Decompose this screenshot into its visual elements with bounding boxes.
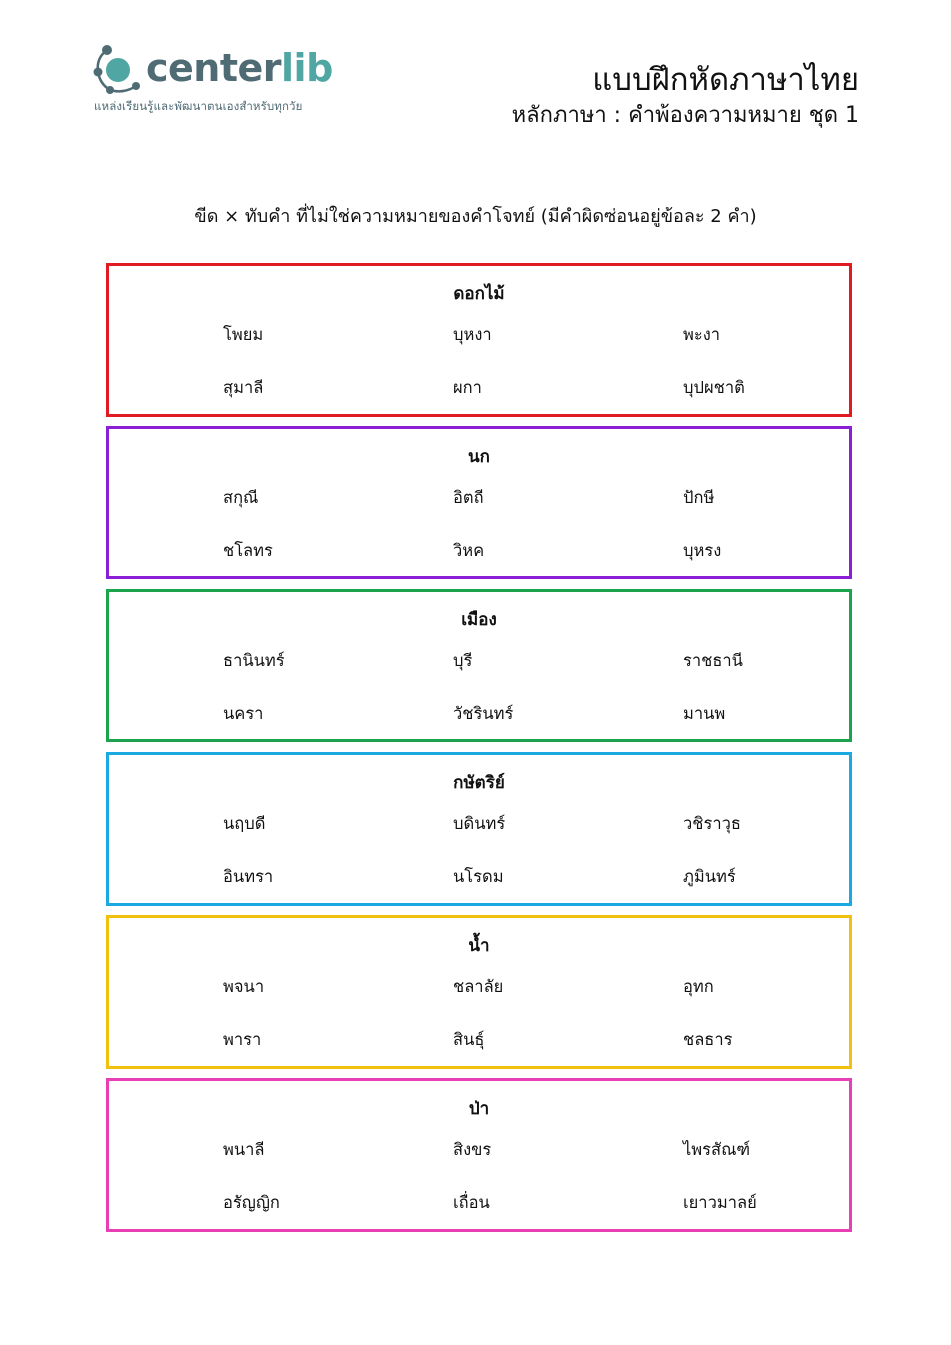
word-item[interactable]: วชิราวุธ	[683, 814, 741, 833]
logo-word-part2: lib	[281, 46, 333, 90]
logo-word-part1: center	[146, 46, 282, 90]
word-item[interactable]: สุมาลี	[223, 378, 264, 397]
group-box	[106, 589, 852, 742]
word-item[interactable]: สินธุ์	[453, 1030, 485, 1049]
word-item[interactable]: สิงขร	[453, 1140, 492, 1159]
word-item[interactable]: พะงา	[683, 325, 721, 344]
word-item[interactable]: สกุณี	[223, 488, 259, 507]
word-item[interactable]: ภูมินทร์	[683, 867, 736, 886]
word-item[interactable]: นโรดม	[453, 867, 504, 886]
word-item[interactable]: ชลาลัย	[453, 977, 504, 996]
group-title: น้ำ	[468, 936, 490, 956]
word-item[interactable]: อุทก	[683, 977, 714, 996]
word-item[interactable]: ไพรสัณฑ์	[683, 1140, 751, 1159]
word-item[interactable]: บุปผชาติ	[683, 378, 745, 397]
word-item[interactable]: พนาลี	[223, 1140, 265, 1159]
word-item[interactable]: พจนา	[223, 977, 265, 996]
word-item[interactable]: บุหงา	[453, 325, 492, 344]
word-item[interactable]: เถื่อน	[453, 1193, 490, 1212]
word-item[interactable]: อิตถี	[453, 488, 484, 507]
worksheet-title: แบบฝึกหัดภาษาไทย	[592, 62, 859, 98]
word-item[interactable]: วัชรินทร์	[453, 704, 514, 723]
group-box	[106, 426, 852, 579]
worksheet-header	[512, 60, 859, 132]
word-item[interactable]: พารา	[223, 1030, 262, 1049]
logo-tagline: แหล่งเรียนรู้และพัฒนาตนเองสำหรับทุกวัย	[94, 99, 303, 113]
word-item[interactable]: อรัญญิก	[223, 1193, 280, 1212]
group-title: นก	[468, 447, 490, 467]
group-title: ป่า	[468, 1099, 490, 1119]
word-item[interactable]: โพยม	[223, 325, 264, 344]
word-item[interactable]: ธานินทร์	[223, 651, 285, 670]
instruction-text: ขีด × ทับคำ ที่ไม่ใช่ความหมายของคำโจทย์ (มีคำผิดซ่อนอยู่ข้อละ 2 คำ)	[194, 206, 757, 227]
group-box	[106, 915, 852, 1069]
group-title: เมือง	[461, 610, 497, 630]
molecule-logo-icon	[92, 42, 144, 94]
word-item[interactable]: ปักษี	[683, 488, 715, 507]
word-item[interactable]: ราชธานี	[683, 651, 743, 670]
centerlib-logo	[92, 42, 352, 122]
word-item[interactable]: อินทรา	[223, 867, 274, 886]
group-title: ดอกไม้	[453, 284, 505, 304]
word-item[interactable]: นฤบดี	[223, 814, 266, 833]
word-item[interactable]: นครา	[223, 704, 264, 723]
logo-wordmark	[146, 44, 333, 92]
group-box	[106, 1078, 852, 1232]
worksheet-subtitle: หลักภาษา : คำพ้องความหมาย ชุด 1	[511, 103, 859, 128]
word-item[interactable]: ชโลทร	[223, 541, 273, 560]
word-item[interactable]: บุรี	[453, 651, 473, 670]
word-item[interactable]: บดินทร์	[453, 814, 506, 833]
word-item[interactable]: ชลธาร	[683, 1030, 733, 1049]
group-box	[106, 752, 852, 906]
word-item[interactable]: ผกา	[453, 378, 482, 397]
group-box	[106, 263, 852, 417]
word-item[interactable]: วิหค	[453, 541, 485, 560]
word-item[interactable]: เยาวมาลย์	[683, 1193, 757, 1212]
word-item[interactable]: บุหรง	[683, 541, 722, 560]
word-item[interactable]: มานพ	[683, 704, 726, 723]
group-title: กษัตริย์	[453, 773, 505, 793]
